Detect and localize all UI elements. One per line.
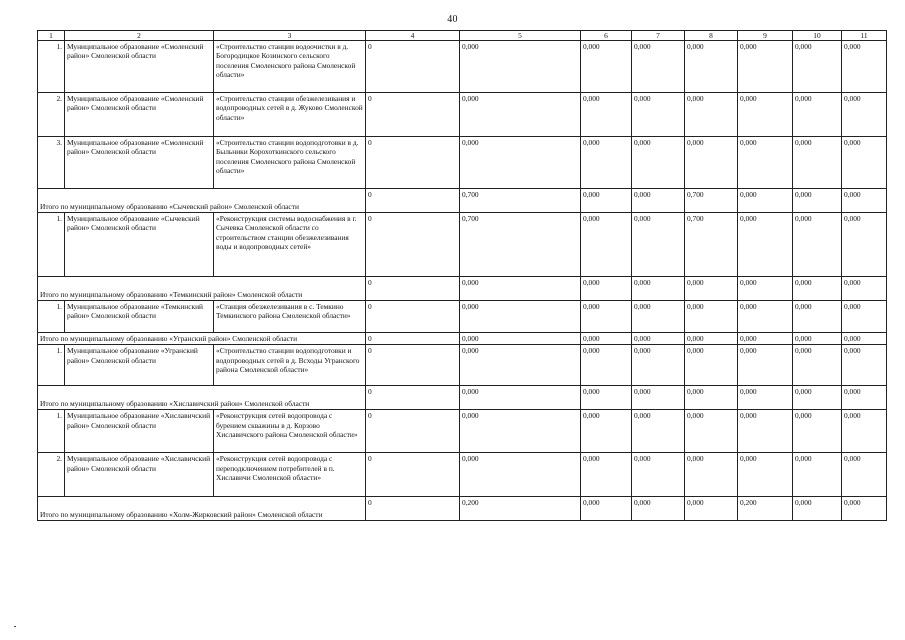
value-cell-col-8: 0,000	[685, 333, 738, 345]
value-cell-col-7: 0,000	[632, 497, 685, 521]
total-row	[38, 497, 887, 521]
row-number: 1.	[38, 410, 65, 453]
value-cell-col-10: 0,000	[793, 93, 842, 137]
value-cell-col-11: 0,000	[842, 497, 887, 521]
value-cell-col-10: 0,000	[793, 189, 842, 213]
row-number: 1.	[38, 301, 65, 333]
value-cell-col-6: 0,000	[581, 137, 632, 189]
value-cell-col-6: 0,000	[581, 93, 632, 137]
value-cell-col-9: 0,000	[738, 410, 793, 453]
value-cell-col-5: 0,000	[460, 41, 581, 93]
total-row	[38, 333, 887, 345]
value-cell-col-8: 0,000	[685, 453, 738, 497]
value-cell-col-10: 0,000	[793, 301, 842, 333]
value-cell-col-4: 0	[366, 410, 460, 453]
value-cell-col-8: 0,000	[685, 41, 738, 93]
value-cell-col-11: 0,000	[842, 301, 887, 333]
value-cell-col-8: 0,000	[685, 497, 738, 521]
value-cell-col-4: 0	[366, 189, 460, 213]
total-label: Итого по муниципальному образованию «Холм-Жирковский район» Смоленской области	[38, 497, 366, 521]
column-header-8: 8	[685, 31, 738, 41]
value-cell-col-5: 0,000	[460, 453, 581, 497]
row-number: 2.	[38, 93, 65, 137]
value-cell-col-11: 0,000	[842, 333, 887, 345]
total-label: Итого по муниципальному образованию «Сычевский район» Смоленской области	[38, 189, 366, 213]
table-row	[38, 213, 887, 277]
value-cell-col-4: 0	[366, 41, 460, 93]
column-header-11: 11	[842, 31, 887, 41]
value-cell-col-11: 0,000	[842, 189, 887, 213]
municipality-cell: Муниципальное образование «Сычевский район» Смоленской области	[65, 213, 214, 277]
value-cell-col-4: 0	[366, 333, 460, 345]
value-cell-col-11: 0,000	[842, 277, 887, 301]
value-cell-col-7: 0,000	[632, 301, 685, 333]
scan-mark	[14, 626, 16, 627]
project-description-cell: «Строительство станции обезжелезивания и водопроводных сетей в д. Жуково Смоленской области»	[214, 93, 366, 137]
header-row	[38, 31, 887, 41]
value-cell-col-7: 0,000	[632, 386, 685, 410]
value-cell-col-10: 0,000	[793, 277, 842, 301]
value-cell-col-7: 0,000	[632, 410, 685, 453]
value-cell-col-7: 0,000	[632, 345, 685, 386]
value-cell-col-9: 0,000	[738, 137, 793, 189]
value-cell-col-10: 0,000	[793, 333, 842, 345]
value-cell-col-6: 0,000	[581, 386, 632, 410]
value-cell-col-5: 0,200	[460, 497, 581, 521]
total-label: Итого по муниципальному образованию «Темкинский район» Смоленской области	[38, 277, 366, 301]
value-cell-col-8: 0,000	[685, 93, 738, 137]
value-cell-col-11: 0,000	[842, 41, 887, 93]
value-cell-col-4: 0	[366, 345, 460, 386]
value-cell-col-11: 0,000	[842, 345, 887, 386]
value-cell-col-9: 0,000	[738, 93, 793, 137]
value-cell-col-6: 0,000	[581, 277, 632, 301]
value-cell-col-8: 0,700	[685, 213, 738, 277]
project-description-cell: «Реконструкция сетей водопровода с бурением скважины в д. Корзово Хиславичского района Смоленской области»	[214, 410, 366, 453]
value-cell-col-5: 0,000	[460, 93, 581, 137]
value-cell-col-7: 0,000	[632, 41, 685, 93]
value-cell-col-6: 0,000	[581, 301, 632, 333]
value-cell-col-4: 0	[366, 277, 460, 301]
row-number: 1.	[38, 213, 65, 277]
column-header-2: 2	[65, 31, 214, 41]
value-cell-col-7: 0,000	[632, 93, 685, 137]
column-header-7: 7	[632, 31, 685, 41]
value-cell-col-7: 0,000	[632, 453, 685, 497]
column-header-3: 3	[214, 31, 366, 41]
value-cell-col-5: 0,000	[460, 333, 581, 345]
value-cell-col-8: 0,000	[685, 137, 738, 189]
value-cell-col-4: 0	[366, 93, 460, 137]
value-cell-col-7: 0,000	[632, 189, 685, 213]
value-cell-col-8: 0,000	[685, 410, 738, 453]
value-cell-col-7: 0,000	[632, 213, 685, 277]
column-header-4: 4	[366, 31, 460, 41]
value-cell-col-6: 0,000	[581, 453, 632, 497]
value-cell-col-9: 0,000	[738, 277, 793, 301]
value-cell-col-5: 0,000	[460, 345, 581, 386]
table-row	[38, 410, 887, 453]
value-cell-col-8: 0,000	[685, 386, 738, 410]
value-cell-col-9: 0,000	[738, 333, 793, 345]
project-description-cell: «Станция обезжелезивания в с. Темкино Темкинского района Смоленской области»	[214, 301, 366, 333]
total-row	[38, 386, 887, 410]
table-row	[38, 453, 887, 497]
value-cell-col-7: 0,000	[632, 333, 685, 345]
value-cell-col-8: 0,000	[685, 277, 738, 301]
value-cell-col-6: 0,000	[581, 213, 632, 277]
row-number: 1.	[38, 41, 65, 93]
column-header-10: 10	[793, 31, 842, 41]
column-header-6: 6	[581, 31, 632, 41]
value-cell-col-11: 0,000	[842, 137, 887, 189]
municipality-cell: Муниципальное образование «Хиславичский район» Смоленской области	[65, 410, 214, 453]
value-cell-col-6: 0,000	[581, 333, 632, 345]
value-cell-col-4: 0	[366, 453, 460, 497]
value-cell-col-11: 0,000	[842, 410, 887, 453]
project-description-cell: «Реконструкция системы водоснабжения в г. Сычевка Смоленской области со строительством станции обезжелезивания воды и водопроводных сетей»	[214, 213, 366, 277]
municipality-cell: Муниципальное образование «Смоленский район» Смоленской области	[65, 137, 214, 189]
value-cell-col-11: 0,000	[842, 93, 887, 137]
value-cell-col-9: 0,200	[738, 497, 793, 521]
project-description-cell: «Строительство станции водоочистки в д. Богородицкое Козинского сельского поселения Смоленского района Смоленской области»	[214, 41, 366, 93]
value-cell-col-5: 0,000	[460, 301, 581, 333]
value-cell-col-5: 0,700	[460, 189, 581, 213]
table-body	[38, 41, 887, 521]
value-cell-col-10: 0,000	[793, 345, 842, 386]
value-cell-col-9: 0,000	[738, 345, 793, 386]
value-cell-col-9: 0,000	[738, 453, 793, 497]
report-table	[37, 30, 887, 521]
value-cell-col-10: 0,000	[793, 497, 842, 521]
municipality-cell: Муниципальное образование «Смоленский район» Смоленской области	[65, 41, 214, 93]
value-cell-col-6: 0,000	[581, 189, 632, 213]
value-cell-col-8: 0,000	[685, 345, 738, 386]
column-header-1: 1	[38, 31, 65, 41]
value-cell-col-10: 0,000	[793, 453, 842, 497]
value-cell-col-11: 0,000	[842, 453, 887, 497]
value-cell-col-6: 0,000	[581, 497, 632, 521]
value-cell-col-11: 0,000	[842, 386, 887, 410]
value-cell-col-9: 0,000	[738, 386, 793, 410]
value-cell-col-6: 0,000	[581, 345, 632, 386]
value-cell-col-5: 0,000	[460, 137, 581, 189]
municipality-cell: Муниципальное образование «Хиславичский район» Смоленской области	[65, 453, 214, 497]
value-cell-col-4: 0	[366, 386, 460, 410]
value-cell-col-10: 0,000	[793, 386, 842, 410]
value-cell-col-6: 0,000	[581, 410, 632, 453]
value-cell-col-6: 0,000	[581, 41, 632, 93]
table-row	[38, 301, 887, 333]
value-cell-col-5: 0,700	[460, 213, 581, 277]
table-row	[38, 345, 887, 386]
value-cell-col-7: 0,000	[632, 277, 685, 301]
table-row	[38, 93, 887, 137]
page-number: 40	[447, 14, 458, 25]
table-row	[38, 137, 887, 189]
column-header-9: 9	[738, 31, 793, 41]
row-number: 2.	[38, 453, 65, 497]
value-cell-col-4: 0	[366, 497, 460, 521]
table-row	[38, 41, 887, 93]
value-cell-col-9: 0,000	[738, 301, 793, 333]
total-row	[38, 277, 887, 301]
project-description-cell: «Реконструкция сетей водопровода с переподключением потребителей в п. Хиславичи Смоленской области»	[214, 453, 366, 497]
value-cell-col-10: 0,000	[793, 137, 842, 189]
value-cell-col-5: 0,000	[460, 410, 581, 453]
value-cell-col-8: 0,000	[685, 301, 738, 333]
value-cell-col-10: 0,000	[793, 410, 842, 453]
value-cell-col-9: 0,000	[738, 213, 793, 277]
column-header-5: 5	[460, 31, 581, 41]
project-description-cell: «Строительство станции водоподготовки в д. Быльники Корохоткинского сельского поселения Смоленского района Смоленской области»	[214, 137, 366, 189]
total-row	[38, 189, 887, 213]
value-cell-col-4: 0	[366, 301, 460, 333]
total-label: Итого по муниципальному образованию «Угранский район» Смоленской области	[38, 333, 366, 345]
row-number: 3.	[38, 137, 65, 189]
value-cell-col-10: 0,000	[793, 213, 842, 277]
municipality-cell: Муниципальное образование «Угранский район» Смоленской области	[65, 345, 214, 386]
row-number: 1.	[38, 345, 65, 386]
project-description-cell: «Строительство станции водоподготовки и водопроводных сетей в д. Всходы Угранского района Смоленской области»	[214, 345, 366, 386]
municipality-cell: Муниципальное образование «Смоленский район» Смоленской области	[65, 93, 214, 137]
value-cell-col-7: 0,000	[632, 137, 685, 189]
value-cell-col-9: 0,000	[738, 41, 793, 93]
total-label: Итого по муниципальному образованию «Хиславичский район» Смоленской области	[38, 386, 366, 410]
value-cell-col-4: 0	[366, 213, 460, 277]
value-cell-col-5: 0,000	[460, 277, 581, 301]
municipality-cell: Муниципальное образование «Темкинский район» Смоленской области	[65, 301, 214, 333]
value-cell-col-4: 0	[366, 137, 460, 189]
value-cell-col-11: 0,000	[842, 213, 887, 277]
value-cell-col-10: 0,000	[793, 41, 842, 93]
value-cell-col-5: 0,000	[460, 386, 581, 410]
value-cell-col-8: 0,700	[685, 189, 738, 213]
value-cell-col-9: 0,000	[738, 189, 793, 213]
